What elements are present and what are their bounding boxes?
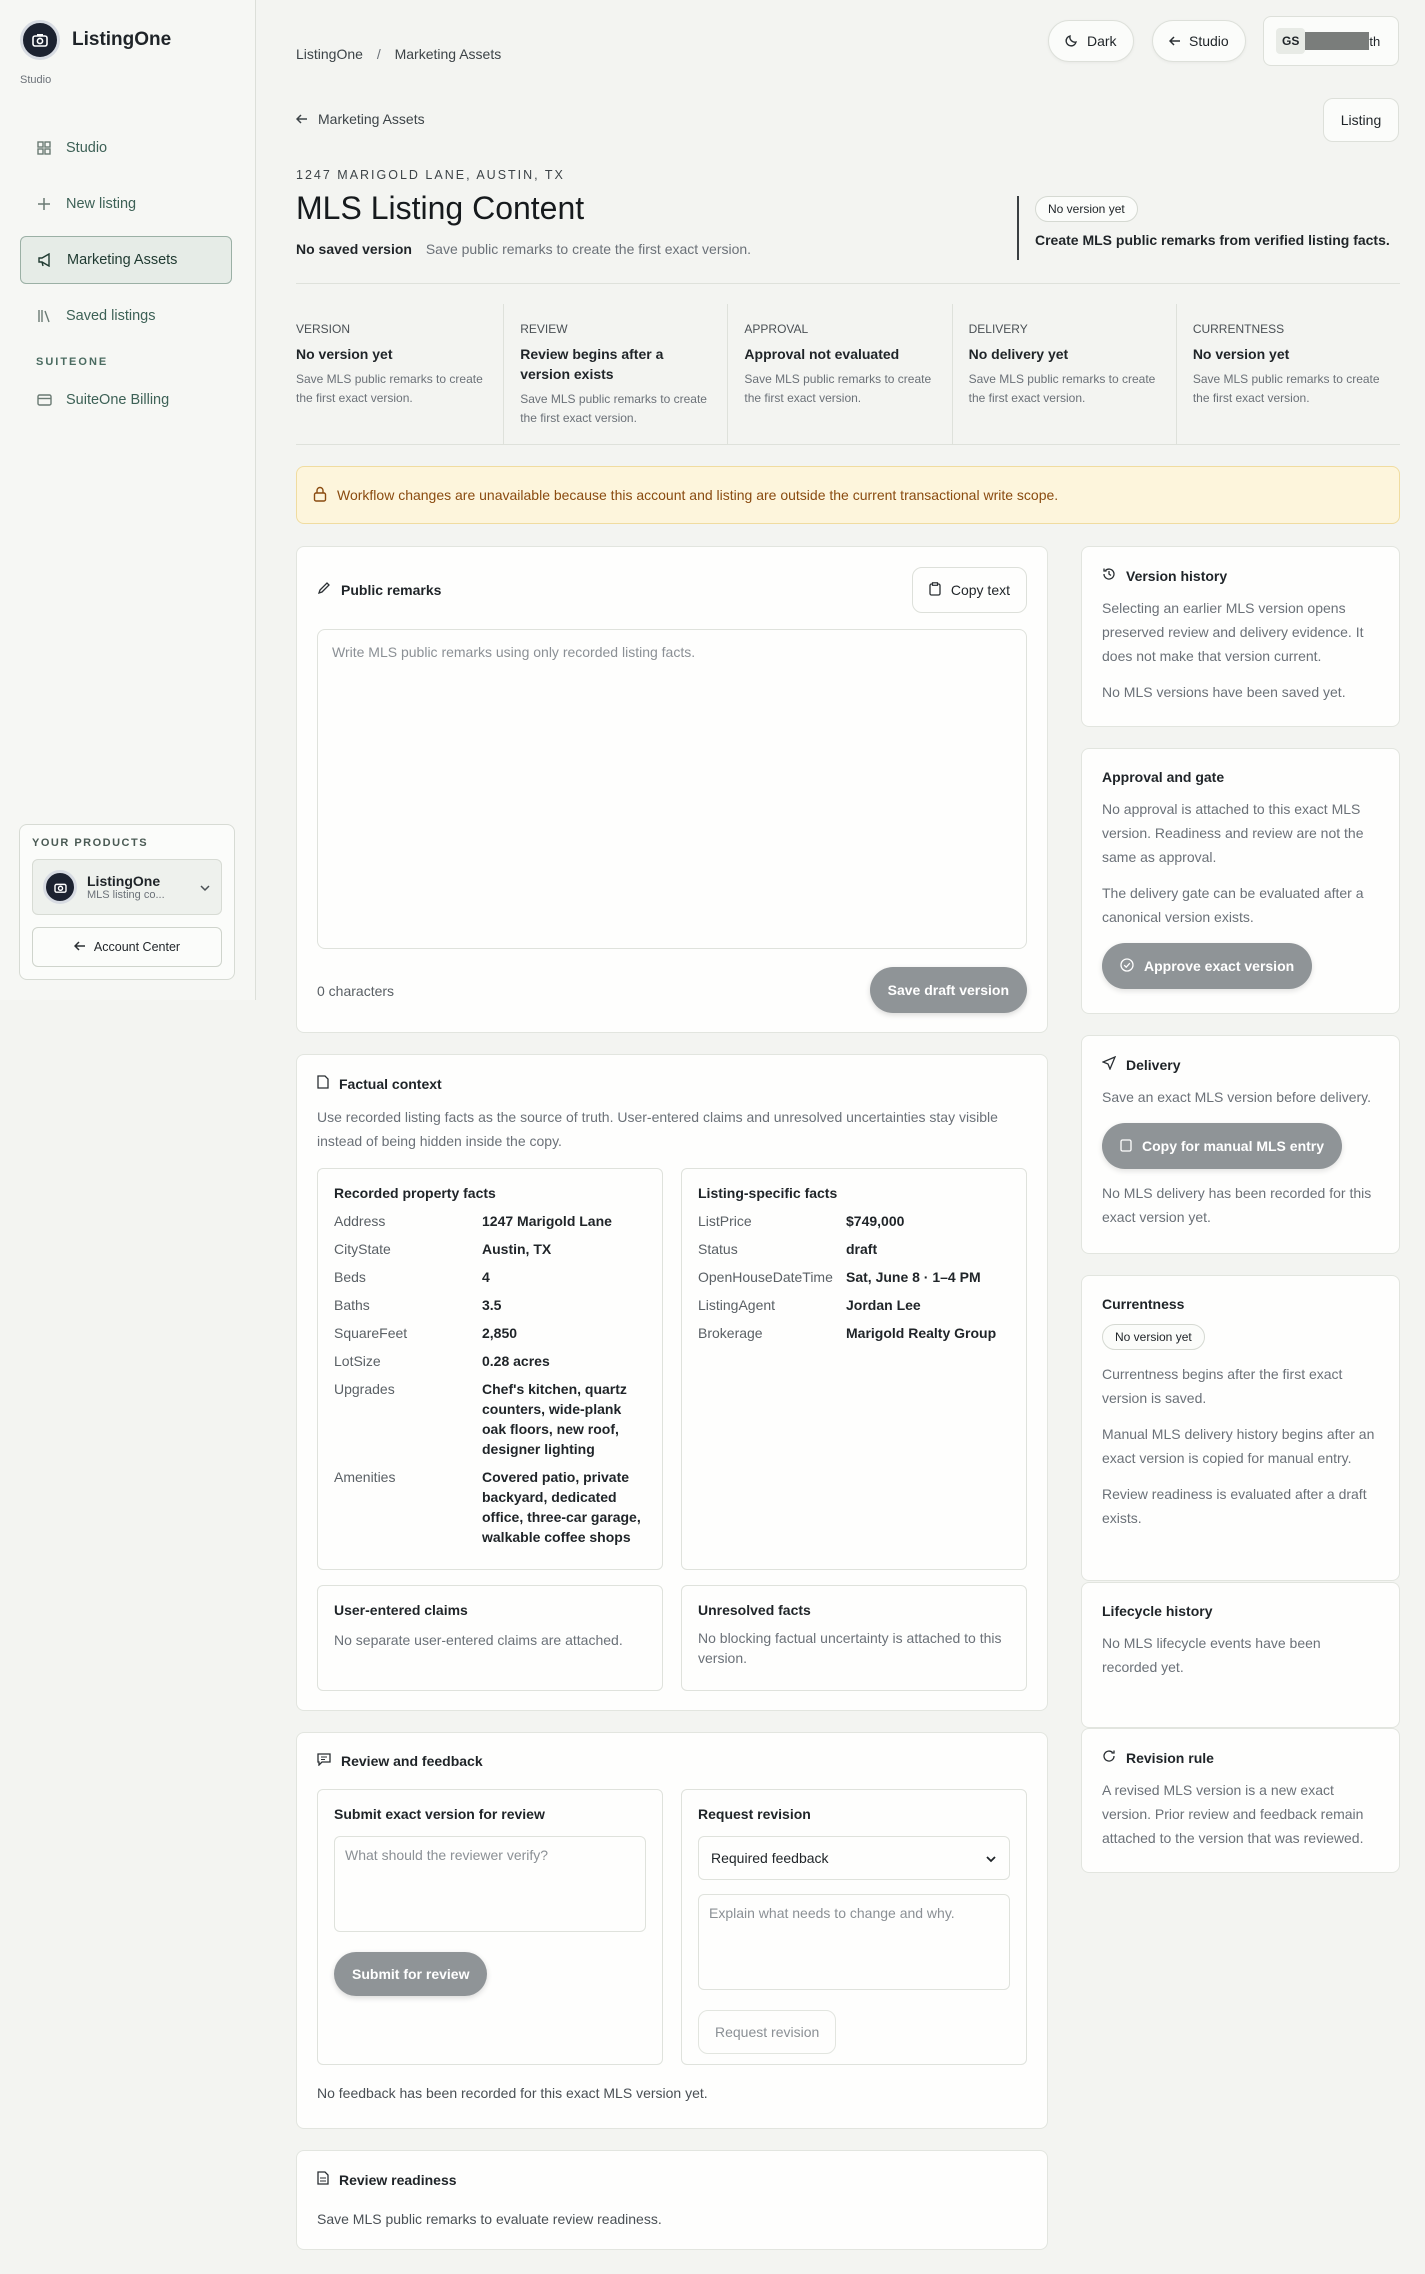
fact-key: ListingAgent <box>698 1297 776 1313</box>
copy-text-label: Copy text <box>950 582 1010 598</box>
fact-value: Covered patio, private backyard, dedicated office, three-car garage, walkable coffee shops <box>482 1469 641 1545</box>
card-title <box>1102 769 1379 785</box>
box-text: No separate user-entered claims are attached. <box>334 1632 623 1648</box>
card-title <box>1102 1749 1379 1766</box>
status-value: No delivery yet <box>968 346 1069 362</box>
fact-row <box>334 1351 646 1371</box>
approval-gate-card <box>1081 748 1400 1014</box>
card-title <box>1102 1296 1379 1312</box>
status-desc: Save MLS public remarks to create the first exact version. <box>296 372 483 405</box>
user-claims-box <box>317 1585 663 1691</box>
chevron-down-icon <box>199 879 211 895</box>
fact-value: 1247 Marigold Lane <box>482 1213 612 1229</box>
status-value: No version yet <box>296 346 393 362</box>
breadcrumb-separator: / <box>376 46 381 62</box>
status-desc: Save MLS public remarks to create the first exact version. <box>968 372 1156 405</box>
breadcrumb-item[interactable]: ListingOne <box>296 46 363 62</box>
send-icon <box>1102 1056 1116 1073</box>
request-revision-box <box>681 1789 1027 2065</box>
card-title <box>317 2171 457 2188</box>
products-title: YOUR PRODUCTS <box>32 837 149 849</box>
hero-text: Create MLS public remarks from verified listing facts. <box>1035 232 1390 248</box>
unresolved-facts-box <box>681 1585 1027 1691</box>
status-label: APPROVAL <box>744 322 809 336</box>
sidebar-item-studio[interactable] <box>20 124 232 172</box>
box-title: User-entered claims <box>334 1602 468 1618</box>
review-note-input[interactable]: What should the reviewer verify? <box>334 1836 646 1932</box>
product-sub: MLS listing co... <box>87 889 165 901</box>
fact-key: Baths <box>334 1297 370 1313</box>
fact-key: SquareFeet <box>334 1325 408 1341</box>
delivery-status: No MLS delivery has been recorded for this exact version yet. <box>1102 1185 1372 1225</box>
sidebar-item-label: New listing <box>66 196 137 212</box>
fact-value: 0.28 acres <box>482 1353 550 1369</box>
fact-key: OpenHouseDateTime <box>698 1269 833 1285</box>
camera-logo-icon <box>43 870 77 904</box>
hero-summary <box>1017 196 1390 260</box>
currentness-text: Currentness begins after the first exact version is saved. <box>1102 1366 1343 1406</box>
status-cell-approval <box>728 304 952 444</box>
fact-value: Austin, TX <box>482 1241 552 1257</box>
fact-value: $749,000 <box>846 1213 905 1229</box>
approve-version-label: Approve exact version <box>1144 958 1295 974</box>
sidebar-nav <box>20 124 232 432</box>
grid-icon <box>36 140 52 156</box>
chevron-down-icon <box>985 1850 997 1866</box>
refresh-icon <box>1102 1749 1116 1766</box>
copy-manual-entry-button[interactable] <box>1102 1123 1342 1169</box>
card-title-label: Factual context <box>339 1075 442 1092</box>
fact-row <box>698 1295 1010 1315</box>
status-row <box>296 304 1400 444</box>
facts-description: Use recorded listing facts as the source of truth. User-entered claims and unresolved uncertainties stay visible instead of being hidden inside the copy. <box>317 1109 998 1149</box>
document-icon <box>317 2171 329 2188</box>
fact-value: Sat, June 8 · 1–4 PM <box>846 1269 981 1285</box>
sidebar-section-title: SUITEONE <box>36 356 109 368</box>
delivery-card <box>1081 1035 1400 1254</box>
fact-key: Upgrades <box>334 1381 395 1397</box>
fact-row <box>334 1467 646 1547</box>
fact-row <box>334 1239 646 1259</box>
lock-icon <box>313 486 327 505</box>
divider <box>296 283 1400 284</box>
box-title: Listing-specific facts <box>698 1185 838 1201</box>
box-title: Request revision <box>698 1806 811 1822</box>
clipboard-icon <box>929 582 941 599</box>
divider <box>296 444 1400 445</box>
status-desc: Save MLS public remarks to create the first exact version. <box>744 372 932 405</box>
public-remarks-card <box>296 546 1048 1033</box>
status-label: DELIVERY <box>968 322 1028 336</box>
arrow-left-icon <box>296 111 308 127</box>
version-history-card <box>1081 546 1400 727</box>
arrow-left-icon <box>1169 33 1181 49</box>
message-icon <box>317 1753 331 1769</box>
readiness-text: Save MLS public remarks to evaluate review readiness. <box>317 2211 662 2227</box>
fact-value: 4 <box>482 1269 490 1285</box>
sidebar-item-saved-listings[interactable] <box>20 292 232 340</box>
fact-row <box>334 1323 646 1343</box>
product-name: ListingOne <box>87 873 161 889</box>
status-cell-delivery <box>953 304 1177 444</box>
back-link-label: Marketing Assets <box>318 111 425 127</box>
card-title-label: Approval and gate <box>1102 769 1225 785</box>
listing-facts-box <box>681 1168 1027 1570</box>
fact-key: Brokerage <box>698 1325 763 1341</box>
status-badge: No version yet <box>1102 1324 1205 1350</box>
fact-row <box>698 1267 1010 1287</box>
sidebar-item-label: SuiteOne Billing <box>66 392 170 408</box>
camera-logo-icon <box>20 20 60 60</box>
fact-value: Marigold Realty Group <box>846 1325 997 1341</box>
back-link[interactable] <box>296 111 425 127</box>
fact-key: LotSize <box>334 1353 381 1369</box>
fact-value: 2,850 <box>482 1325 518 1341</box>
feedback-type-select[interactable] <box>698 1836 1010 1880</box>
status-value: No version yet <box>1192 346 1290 362</box>
status-value: Review begins after a version exists <box>520 346 664 382</box>
sidebar-item-label: Marketing Assets <box>67 252 178 268</box>
sidebar-item-label: Studio <box>66 140 108 156</box>
history-empty: No MLS versions have been saved yet. <box>1102 684 1346 700</box>
revision-note-input[interactable]: Explain what needs to change and why. <box>698 1894 1010 1990</box>
fact-row <box>334 1267 646 1287</box>
approval-text: No approval is attached to this exact MLS version. Readiness and review are not the same as approval. <box>1102 801 1364 865</box>
fact-row <box>698 1211 1010 1231</box>
card-title-label: Public remarks <box>341 581 442 598</box>
box-text: No blocking factual uncertainty is attached to this version. <box>698 1630 1002 1666</box>
factual-context-card <box>296 1054 1048 1711</box>
fact-key: CityState <box>334 1241 391 1257</box>
dark-mode-label: Dark <box>1087 33 1117 49</box>
document-icon <box>317 1075 329 1092</box>
fact-row <box>698 1323 1010 1343</box>
character-count: 0 characters <box>317 983 395 999</box>
currentness-text: Review readiness is evaluated after a draft exists. <box>1102 1486 1367 1526</box>
megaphone-icon <box>37 252 53 268</box>
feedback-status: No feedback has been recorded for this exact MLS version yet. <box>317 2085 708 2101</box>
studio-label: Studio <box>1189 33 1229 49</box>
sidebar-item-new-listing[interactable] <box>20 180 232 228</box>
card-title <box>317 581 441 598</box>
fact-key: Beds <box>334 1269 366 1285</box>
currentness-card <box>1081 1275 1400 1581</box>
card-title <box>1102 1056 1379 1073</box>
clipboard-icon <box>1120 1138 1132 1155</box>
history-text: Selecting an earlier MLS version opens preserved review and delivery evidence. It does not make that version current. <box>1102 600 1364 664</box>
fact-row <box>334 1379 646 1459</box>
review-readiness-card <box>296 2150 1048 2250</box>
gate-text: The delivery gate can be evaluated after a canonical version exists. <box>1102 885 1364 925</box>
fact-row <box>334 1295 646 1315</box>
pencil-icon <box>317 581 331 598</box>
submit-review-box <box>317 1789 663 2065</box>
moon-icon <box>1065 33 1079 50</box>
fact-value: Jordan Lee <box>846 1297 921 1313</box>
property-facts-box <box>317 1168 663 1570</box>
plus-icon <box>36 196 52 212</box>
status-value: Approval not evaluated <box>744 346 900 362</box>
listing-button[interactable]: Listing <box>1323 98 1399 142</box>
check-circle-icon <box>1120 958 1134 975</box>
scope-warning <box>296 466 1400 524</box>
status-desc: Save MLS public remarks to create the first exact version. <box>520 392 707 425</box>
fact-row <box>334 1211 646 1231</box>
card-title-label: Review readiness <box>339 2171 457 2188</box>
delivery-text: Save an exact MLS version before delivery. <box>1102 1089 1371 1105</box>
app-sub: Studio <box>20 74 52 86</box>
submit-review-button[interactable]: Submit for review <box>334 1952 487 1996</box>
request-revision-button[interactable]: Request revision <box>698 2010 836 2054</box>
card-title <box>317 1075 442 1092</box>
card-title-label: Revision rule <box>1126 1749 1214 1766</box>
fact-key: Amenities <box>334 1469 396 1485</box>
card-title <box>317 1753 483 1769</box>
products-panel <box>19 824 235 980</box>
status-label: REVIEW <box>520 322 568 336</box>
library-icon <box>36 308 52 324</box>
fact-value: draft <box>846 1241 878 1257</box>
fact-key: Address <box>334 1213 386 1229</box>
fact-value: 3.5 <box>482 1297 502 1313</box>
card-title-label: Delivery <box>1126 1056 1181 1073</box>
revision-rule-card <box>1081 1728 1400 1873</box>
warning-text: Workflow changes are unavailable because this account and listing are outside the current transactional write scope. <box>337 487 1059 503</box>
page-title: MLS Listing Content <box>296 190 585 226</box>
fact-key: Status <box>698 1241 738 1257</box>
status-badge: No version yet <box>1035 196 1138 222</box>
account-center-label: Account Center <box>93 940 181 954</box>
status-cell-currentness <box>1177 304 1400 444</box>
select-value: Required feedback <box>711 1850 829 1866</box>
fact-row <box>698 1239 1010 1259</box>
breadcrumb-item[interactable]: Marketing Assets <box>394 46 502 62</box>
public-remarks-input[interactable]: Write MLS public remarks using only recorded listing facts. <box>317 629 1027 949</box>
saved-status-desc: Save public remarks to create the first exact version. <box>425 241 752 257</box>
card-title-label: Lifecycle history <box>1102 1603 1213 1619</box>
status-desc: Save MLS public remarks to create the first exact version. <box>1192 372 1380 405</box>
studio-button[interactable] <box>1152 20 1246 62</box>
review-feedback-card <box>296 1732 1048 2129</box>
box-title: Recorded property facts <box>334 1185 496 1201</box>
status-label: VERSION <box>296 322 351 336</box>
product-switcher[interactable] <box>32 859 222 915</box>
card-title <box>1102 567 1379 584</box>
box-title: Submit exact version for review <box>334 1806 545 1822</box>
status-cell-version <box>296 304 504 444</box>
copy-manual-entry-label: Copy for manual MLS entry <box>1142 1138 1325 1154</box>
listing-address: 1247 MARIGOLD LANE, AUSTIN, TX <box>296 168 565 182</box>
currentness-text: Manual MLS delivery history begins after an exact version is copied for manual entry. <box>1102 1426 1375 1466</box>
lifecycle-history-card <box>1081 1582 1400 1728</box>
box-title: Unresolved facts <box>698 1602 811 1618</box>
user-name-tail: th <box>1369 33 1381 49</box>
sidebar-item-suiteone-billing[interactable] <box>20 376 232 424</box>
sidebar-item-label: Saved listings <box>66 308 156 324</box>
sidebar-item-marketing-assets[interactable] <box>20 236 232 284</box>
status-cell-review <box>504 304 728 444</box>
user-menu[interactable] <box>1263 16 1399 66</box>
status-label: CURRENTNESS <box>1192 322 1285 336</box>
save-draft-button[interactable]: Save draft version <box>870 967 1027 1013</box>
fact-value: Chef's kitchen, quartz counters, wide-plank oak floors, new roof, designer lighting <box>482 1381 627 1457</box>
breadcrumb <box>296 46 501 62</box>
redacted-name <box>1305 32 1369 50</box>
card-title <box>1102 1603 1379 1619</box>
approve-version-button[interactable] <box>1102 943 1312 989</box>
card-title-label: Version history <box>1126 567 1228 584</box>
card-icon <box>36 392 52 408</box>
saved-status-bold: No saved version <box>296 241 412 257</box>
revision-rule-text: A revised MLS version is a new exact version. Prior review and feedback remain attached to the version that was reviewed. <box>1102 1782 1364 1846</box>
brand[interactable] <box>20 20 171 60</box>
account-center-button[interactable] <box>32 927 222 967</box>
history-icon <box>1102 567 1116 584</box>
card-title-label: Currentness <box>1102 1296 1185 1312</box>
dark-mode-button[interactable] <box>1048 20 1134 62</box>
avatar: GS <box>1276 28 1305 54</box>
lifecycle-text: No MLS lifecycle events have been recorded yet. <box>1102 1635 1321 1675</box>
sidebar <box>0 0 256 1000</box>
saved-status <box>296 241 751 257</box>
arrow-left-icon <box>74 940 86 954</box>
copy-text-button[interactable] <box>912 567 1027 613</box>
fact-key: ListPrice <box>698 1213 752 1229</box>
app-name: ListingOne <box>72 29 172 50</box>
card-title-label: Review and feedback <box>341 1753 483 1769</box>
